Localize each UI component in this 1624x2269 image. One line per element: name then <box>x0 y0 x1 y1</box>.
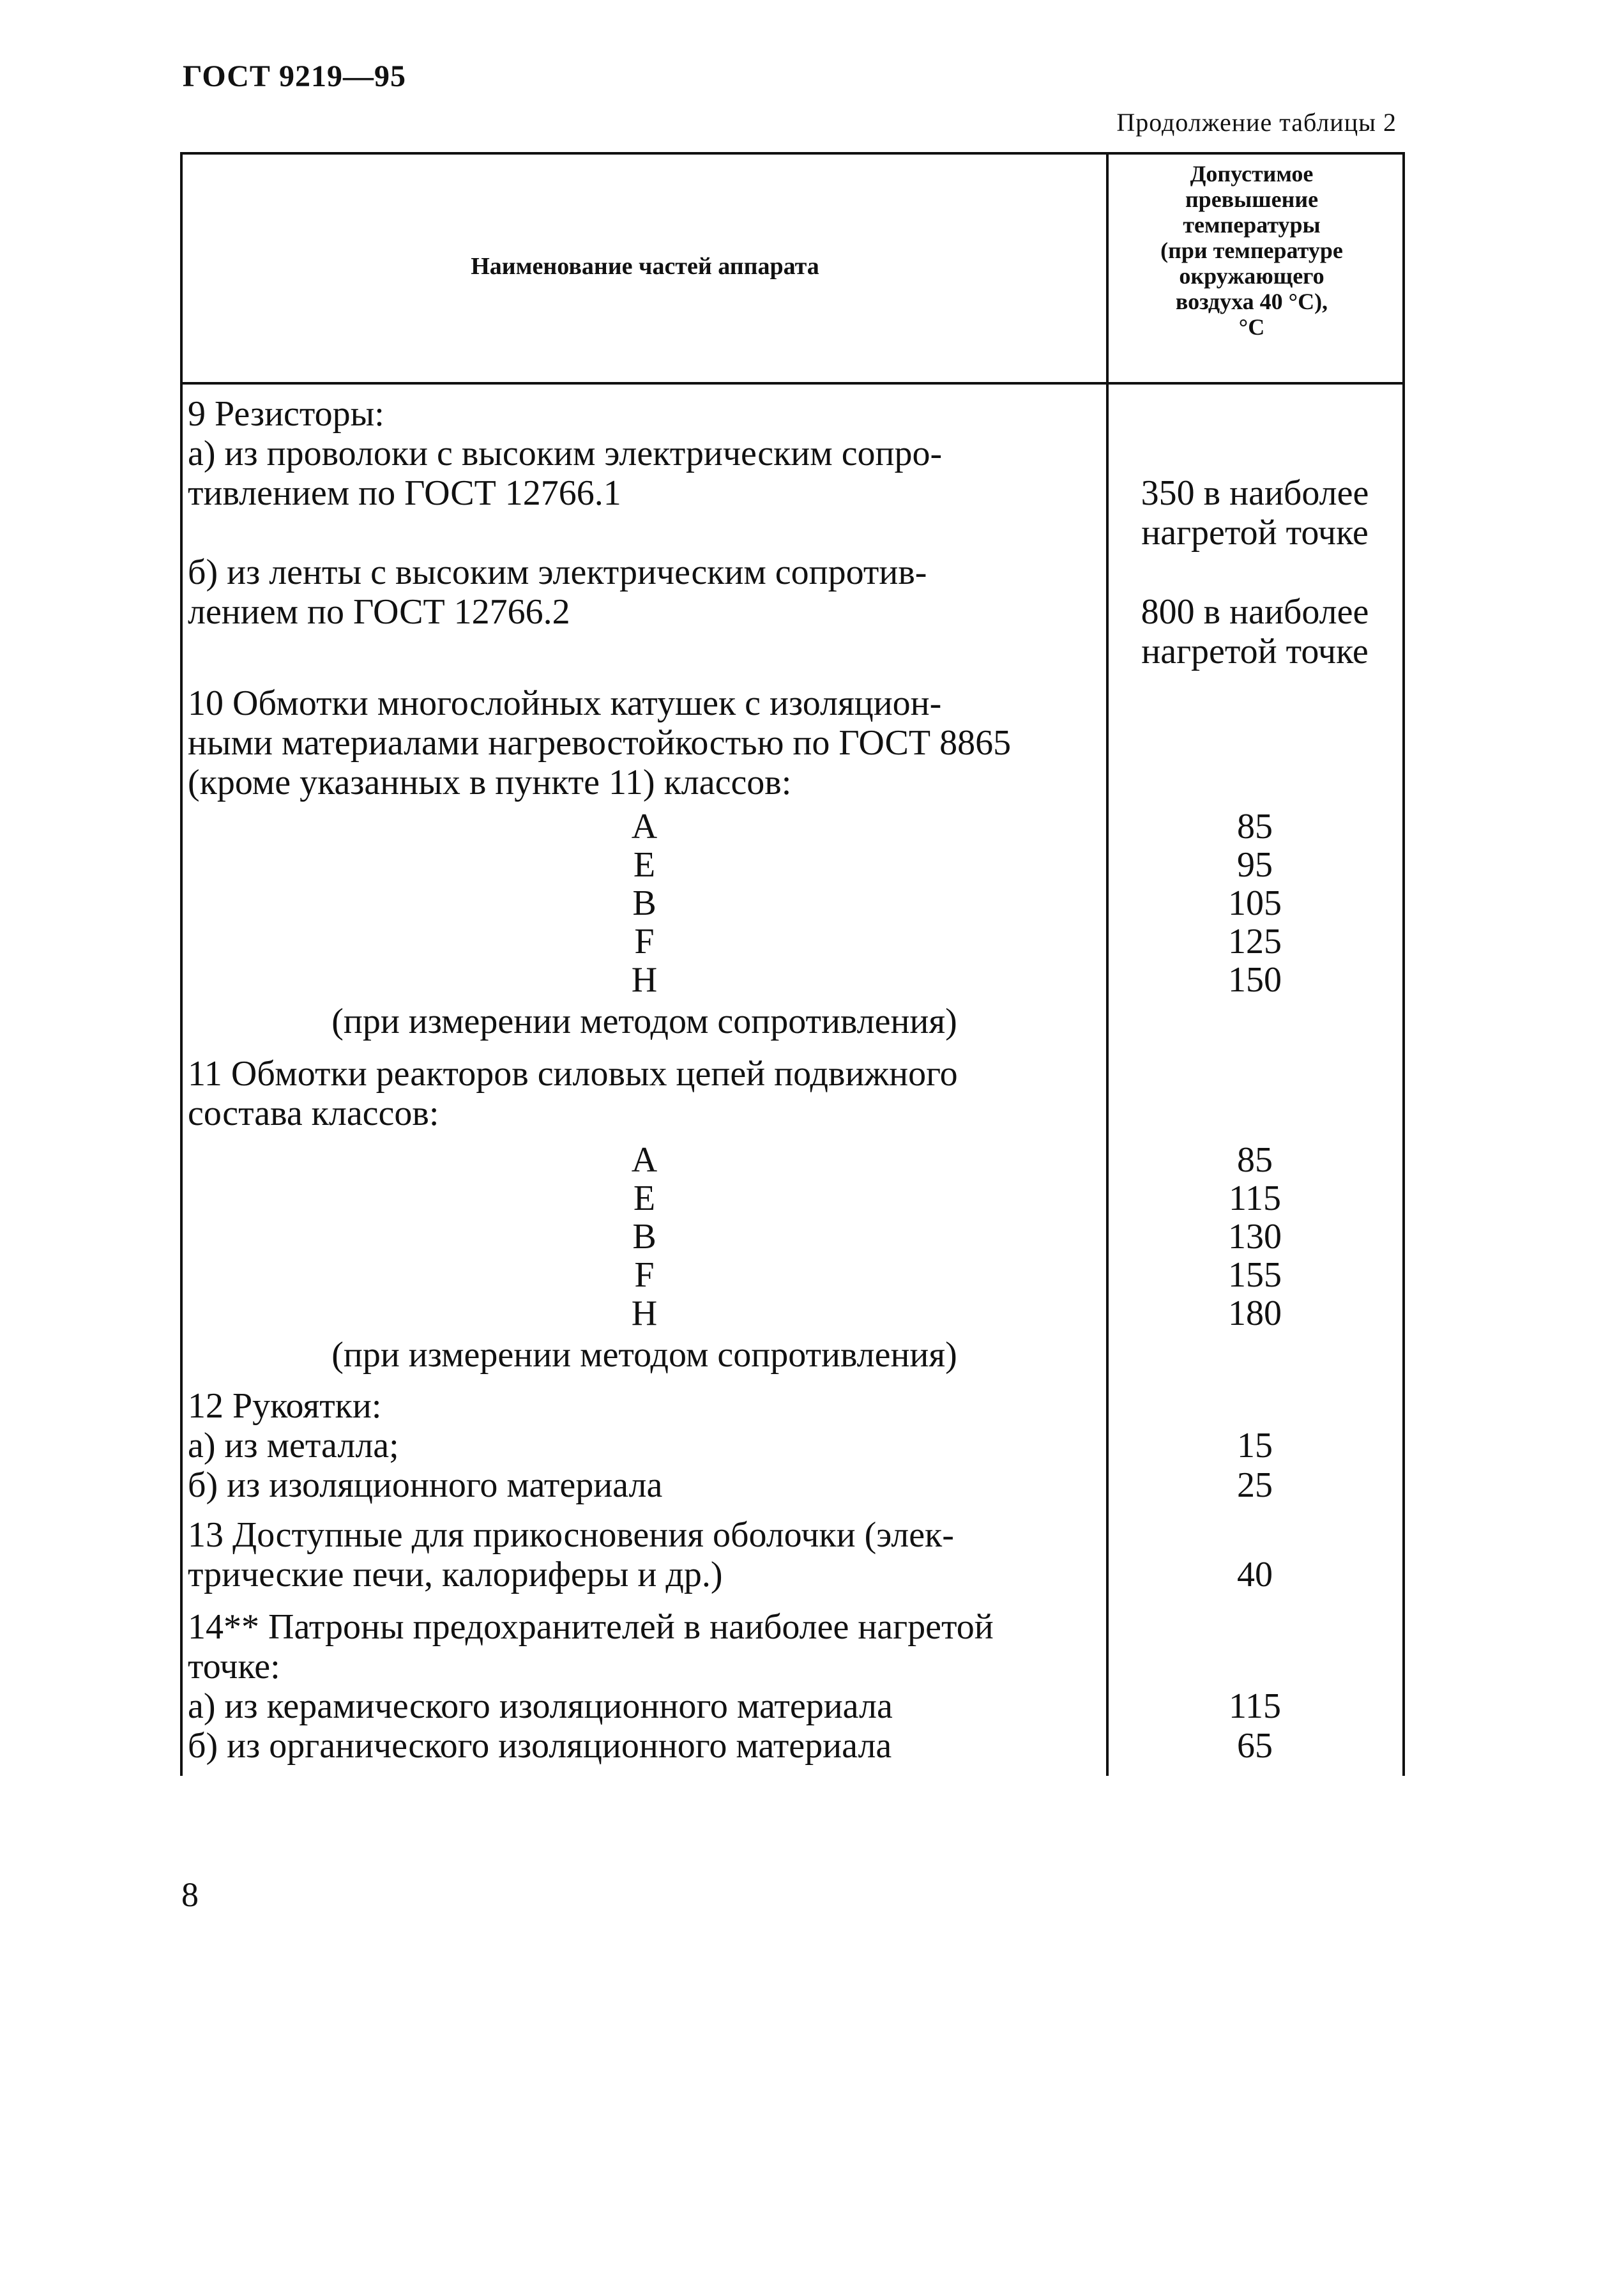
item-11-class: E <box>633 1179 656 1218</box>
item-9b-value: нагретой точке <box>1141 632 1369 671</box>
item-10-value: 105 <box>1228 883 1282 923</box>
item-11-class: F <box>634 1255 655 1295</box>
item-10-class: E <box>633 845 656 885</box>
item-12a-value: 15 <box>1237 1426 1273 1465</box>
item-11-value: 180 <box>1228 1294 1282 1333</box>
item-12b-text: б) из изоляционного материала <box>188 1465 663 1505</box>
table-continuation-label: Продолжение таблицы 2 <box>1116 108 1397 137</box>
item-10-class: H <box>631 960 658 1000</box>
item-14-text: 14** Патроны предохранителей в наиболее нагретой <box>188 1607 994 1647</box>
item-11-value: 130 <box>1228 1217 1282 1257</box>
item-9-title: 9 Резисторы: <box>188 394 384 434</box>
column-header-part-name: Наименование частей аппарата <box>471 253 819 280</box>
column-header-temperature: Допустимое превышение температуры (при температуре окружающего воздуха 40 °С), °С <box>1160 161 1343 340</box>
table-top-border <box>180 152 1405 155</box>
table-header-divider <box>180 382 1405 385</box>
item-11-text: 11 Обмотки реакторов силовых цепей подвижного <box>188 1054 958 1094</box>
item-11-class: H <box>631 1294 658 1333</box>
item-11-class: B <box>632 1217 656 1257</box>
item-12-title: 12 Рукоятки: <box>188 1386 382 1426</box>
item-14b-text: б) из органического изоляционного материала <box>188 1726 892 1766</box>
table-right-border <box>1402 152 1405 1776</box>
item-10-value: 85 <box>1237 807 1273 846</box>
item-11-value: 155 <box>1228 1255 1282 1295</box>
item-10-class: B <box>632 883 656 923</box>
item-9a-value: нагретой точке <box>1141 513 1369 553</box>
item-11-value: 115 <box>1229 1179 1281 1218</box>
item-14b-value: 65 <box>1237 1726 1273 1766</box>
item-9b-text: б) из ленты с высоким электрическим сопротив- <box>188 553 927 592</box>
item-10-value: 125 <box>1228 922 1282 961</box>
item-9a-value: 350 в наиболее <box>1141 473 1369 513</box>
document-code: ГОСТ 9219—95 <box>183 59 406 93</box>
item-14-text: точке: <box>188 1647 280 1686</box>
table-left-border <box>180 152 183 1776</box>
item-10-class: A <box>631 807 658 846</box>
item-10-note: (при измерении методом сопротивления) <box>331 1002 957 1041</box>
item-14a-value: 115 <box>1229 1686 1281 1726</box>
table-column-divider <box>1106 152 1109 1776</box>
item-11-text: состава классов: <box>188 1094 439 1133</box>
item-10-text: (кроме указанных в пункте 11) классов: <box>188 763 792 802</box>
item-9b-text: лением по ГОСТ 12766.2 <box>188 592 570 632</box>
item-10-value: 150 <box>1228 960 1282 1000</box>
item-9a-text: а) из проволоки с высоким электрическим сопро- <box>188 434 943 473</box>
item-13-text: 13 Доступные для прикосновения оболочки (элек- <box>188 1515 954 1555</box>
item-13-value: 40 <box>1237 1555 1273 1594</box>
item-9a-text: тивлением по ГОСТ 12766.1 <box>188 473 621 513</box>
item-11-value: 85 <box>1237 1140 1273 1180</box>
item-11-class: A <box>631 1140 658 1180</box>
item-10-value: 95 <box>1237 845 1273 885</box>
item-11-note: (при измерении методом сопротивления) <box>331 1335 957 1375</box>
item-13-text: трические печи, калориферы и др.) <box>188 1555 723 1594</box>
item-10-class: F <box>634 922 655 961</box>
item-12b-value: 25 <box>1237 1465 1273 1505</box>
item-9b-value: 800 в наиболее <box>1141 592 1369 632</box>
item-10-text: 10 Обмотки многослойных катушек с изоляцион- <box>188 684 942 723</box>
item-10-text: ными материалами нагревостойкостью по ГОСТ 8865 <box>188 723 1012 763</box>
item-14a-text: а) из керамического изоляционного материала <box>188 1686 893 1726</box>
item-12a-text: а) из металла; <box>188 1426 399 1465</box>
page-number: 8 <box>181 1876 199 1914</box>
